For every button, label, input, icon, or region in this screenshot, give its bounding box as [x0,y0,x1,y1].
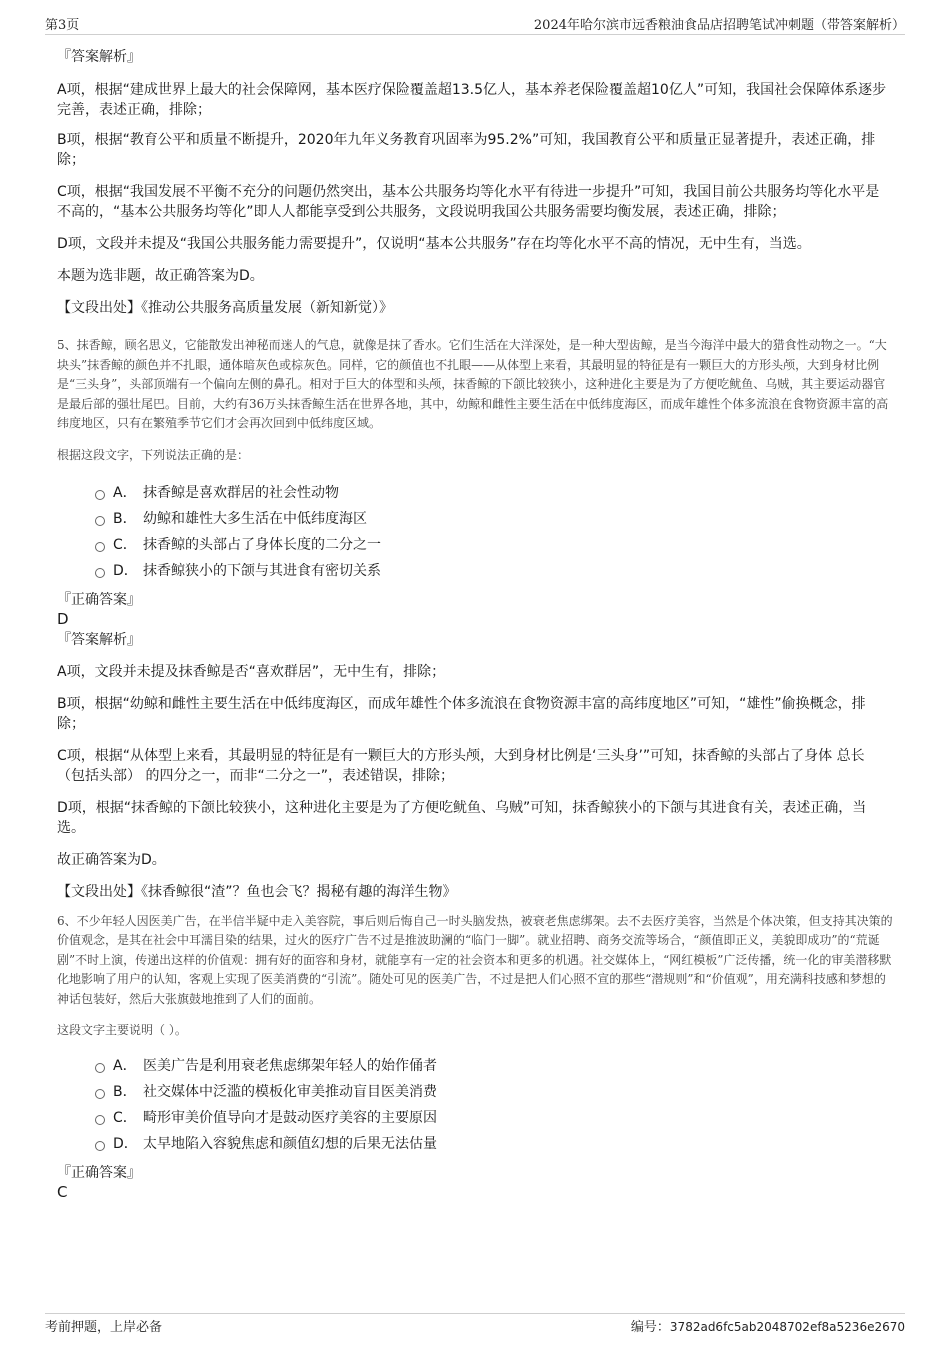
page-footer [45,1313,905,1334]
code-label: 编号： [630,1320,670,1335]
option-text: 抹香鲸是喜欢群居的社会性动物 [143,484,339,501]
document-title: 2024年哈尔滨市远香粮油食品店招聘笔试冲刺题（带答案解析） [533,18,905,33]
analysis-option-d: D项，文段并未提及“我国公共服务能力需要提升”，仅说明“基本公共服务”存在均等化水平不高的情况，无中生有，当选。 [57,236,811,252]
option-d[interactable] [95,558,897,584]
correct-answer-value: C [57,1183,68,1201]
option-letter: C． [113,1110,137,1126]
page-content [57,47,897,1201]
option-letter: D． [113,1136,138,1152]
option-list [57,480,897,584]
correct-answer-title: 『正确答案』 [57,1165,141,1181]
option-text: 抹香鲸狭小的下颌与其进食有密切关系 [143,562,381,579]
analysis-title: 『答案解析』 [57,49,141,65]
option-d[interactable] [95,1131,897,1157]
option-letter: B． [113,510,137,527]
radio-icon[interactable] [95,1141,105,1151]
radio-icon[interactable] [95,1115,105,1125]
analysis-option-c: C项，根据“从体型上来看，其最明显的特征是有一颗巨大的方形头颅，大到身材比例是‘三头身’”可知，抹香鲸的头部占了身体 总长（包括头部） 的四分之一，而非“二分之一”，表述错误，排除； [57,747,865,784]
analysis-title: 『答案解析』 [57,631,141,648]
option-a[interactable] [95,1053,897,1079]
prev-question-section [57,47,897,318]
option-text: 抹香鲸的头部占了身体长度的二分之一 [143,536,381,553]
question-stem: 根据这段文字，下列说法正确的是： [57,447,250,462]
option-letter: A． [113,484,137,501]
analysis-option-a: A项，根据“建成世界上最大的社会保障网，基本医疗保险覆盖超13.5亿人，基本养老保险覆盖超10亿人”可知，我国社会保障体系逐步完善，表述正确，排除； [57,82,887,118]
question-6 [57,912,897,1202]
option-c[interactable] [95,1105,897,1131]
analysis-option-c: C项，根据“我国发展不平衡不充分的问题仍然突出，基本公共服务均等化水平有待进一步提升”可知，我国目前公共服务均等化水平是不高的，“基本公共服务均等化”即人人都能享受到公共服务，文段说明我国公共服务需要均衡发展，表述正确，排除； [57,184,880,220]
question-passage: 5、抹香鲸，顾名思义，它能散发出神秘而迷人的气息，就像是抹了香水。它们生活在大洋深处，是一种大型齿鲸，是当今海洋中最大的猎食性动物之一。“大块头”抹香鲸的颜色并不扎眼，通体暗灰色或棕灰色。同样，它的颜值也不扎眼——从体型上来看，其最明显的特征是有一颗巨大的方形头颅，大到身材比例是“三头身”，头部顶端有一个偏向左侧的鼻孔。相对于巨大的体型和头颅，抹香鲸的下颌比较狭小，这种进化主要是为了方便吃鱿鱼、乌贼，其主要运动器官是最后部的强壮尾巴。目前，大约有36万头抹香鲸生活在世界各地，其中，幼鲸和雌性主要生活在中低纬度海区，而成年雄性个体多流浪在食物资源丰富的高纬度地区，只有在繁殖季节它们才会再次回到中低纬度区域。 [57,338,889,430]
option-text: 社交媒体中泛滥的模板化审美推动盲目医美消费 [143,1084,437,1100]
analysis-conclusion: 故正确答案为D。 [57,851,166,868]
correct-answer-title: 『正确答案』 [57,591,141,608]
option-text: 畸形审美价值导向才是鼓动医疗美容的主要原因 [143,1110,437,1126]
code-value: 3782ad6fc5ab2048702ef8a5236e2670 [669,1320,905,1334]
document-code [631,1316,905,1335]
passage-source: 【文段出处】《抹香鲸很“渣”？鱼也会飞？揭秘有趣的海洋生物》 [57,883,457,900]
option-c[interactable] [95,532,897,558]
option-text: 太早地陷入容貌焦虑和颜值幻想的后果无法估量 [143,1136,437,1152]
analysis-option-b: B项，根据“幼鲸和雌性主要生活在中低纬度海区，而成年雄性个体多流浪在食物资源丰富的高纬度地区”可知，“雄性”偷换概念，排除； [57,695,866,732]
option-list [57,1053,897,1157]
option-letter: D． [113,562,138,579]
question-stem: 这段文字主要说明（ ）。 [57,1023,187,1037]
option-b[interactable] [95,506,897,532]
radio-icon[interactable] [95,568,105,578]
option-b[interactable] [95,1079,897,1105]
radio-icon[interactable] [95,1089,105,1099]
option-text: 幼鲸和雄性大多生活在中低纬度海区 [143,510,367,527]
page-number: 第3页 [45,18,80,33]
question-5 [57,336,897,902]
analysis-conclusion: 本题为选非题，故正确答案为D。 [57,268,264,284]
radio-icon[interactable] [95,490,105,500]
option-letter: C． [113,536,137,553]
footer-slogan: 考前押题，上岸必备 [45,1320,163,1335]
option-a[interactable] [95,480,897,506]
passage-source: 【文段出处】《推动公共服务高质量发展（新知新觉）》 [57,300,393,316]
question-passage: 6、不少年轻人因医美广告，在半信半疑中走入美容院，事后则后悔自己一时头脑发热，被衰老焦虑绑架。去不去医疗美容，当然是个体决策，但支持其决策的价值观念，是其在社会中耳濡目染的结果，过火的医疗广告不过是推波助澜的“临门一脚”。就业招聘、商务交流等场合，“颜值即正义，美貌即成功”的“荒诞剧”不时上演，传递出这样的价值观：拥有好的面容和身材，就能享有一定的社会资本和更多的机遇。社交媒体上，“网红模板”广泛传播，统一化的审美潜移默化地影响了用户的认知，客观上实现了医美消费的“引流”。随处可见的医美广告，不过是把人们心照不宣的那些“潜规则”和“价值观”，用充满科技感和梦想的神话包装好，然后大张旗鼓地推到了人们的面前。 [57,913,893,1006]
radio-icon[interactable] [95,542,105,552]
analysis-option-b: B项，根据“教育公平和质量不断提升，2020年九年义务教育巩固率为95.2%”可知，我国教育公平和质量正显著提升，表述正确，排除； [57,132,876,168]
option-text: 医美广告是利用衰老焦虑绑架年轻人的始作俑者 [143,1058,437,1074]
analysis-option-a: A项，文段并未提及抹香鲸是否“喜欢群居”，无中生有，排除； [57,663,446,680]
option-letter: A． [113,1058,137,1074]
radio-icon[interactable] [95,516,105,526]
correct-answer-value: D [57,609,69,628]
analysis-option-d: D项，根据“抹香鲸的下颌比较狭小，这种进化主要是为了方便吃鱿鱼、乌贼”可知，抹香鲸狭小的下颌与其进食有关，表述正确，当选。 [57,799,867,836]
radio-icon[interactable] [95,1063,105,1073]
page-header [45,14,905,35]
option-letter: B． [113,1084,137,1100]
